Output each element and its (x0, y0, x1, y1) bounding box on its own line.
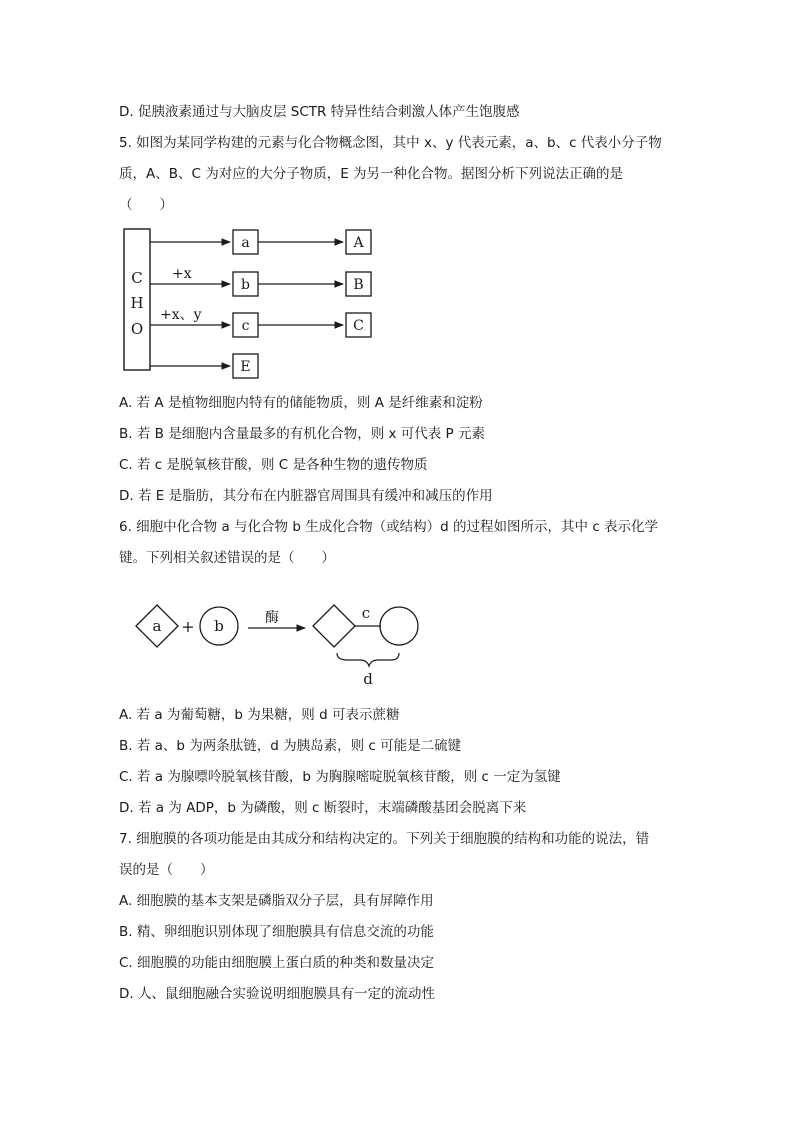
q6-option-a: A. 若 a 为葡萄糖，b 为果糖，则 d 可表示蔗糖 (119, 707, 400, 723)
q7-option-b: B. 精、卵细胞识别体现了细胞膜具有信息交流的功能 (119, 924, 434, 940)
q6-stem-line-1: 6. 细胞中化合物 a 与化合物 b 生成化合物（或结构）d 的过程如图所示，其中 c 表示化学 (119, 519, 659, 535)
box-big-a-label: A (353, 235, 364, 251)
element-c: C (131, 269, 143, 287)
q5-stem-line-3: （ ） (119, 197, 173, 213)
q6-enzyme-label: 酶 (265, 610, 279, 626)
q6-product-circle (380, 607, 418, 645)
q6-label-c: c (361, 604, 371, 622)
element-h: H (130, 294, 144, 312)
q6-label-d: d (363, 670, 373, 688)
box-c-label: c (241, 318, 250, 334)
label-plus-x: +x (172, 266, 192, 282)
q7-option-d: D. 人、鼠细胞融合实验说明细胞膜具有一定的流动性 (119, 986, 435, 1002)
q6-brace (337, 653, 399, 666)
q5-option-c: C. 若 c 是脱氧核苷酸，则 C 是各种生物的遗传物质 (119, 457, 428, 473)
q6-product-diamond (313, 605, 355, 647)
q6-option-b: B. 若 a、b 为两条肽链，d 为胰岛素，则 c 可能是二硫键 (119, 738, 462, 754)
box-big-c-label: C (353, 318, 364, 334)
q6-option-d: D. 若 a 为 ADP，b 为磷酸，则 c 断裂时，末端磷酸基团会脱离下来 (119, 800, 527, 816)
q6-stem-line-2: 键。下列相关叙述错误的是（ ） (119, 550, 335, 566)
element-o: O (130, 320, 144, 338)
label-plus-x-y: +x、y (160, 307, 202, 323)
q6-label-b: b (214, 617, 224, 635)
box-big-b-label: B (353, 277, 364, 293)
box-b-label: b (241, 277, 250, 293)
q7-option-c: C. 细胞膜的功能由细胞膜上蛋白质的种类和数量决定 (119, 955, 435, 971)
q7-stem-line-2: 误的是（ ） (119, 862, 214, 878)
q7-option-a: A. 细胞膜的基本支架是磷脂双分子层，具有屏障作用 (119, 893, 434, 909)
q7-stem-line-1: 7. 细胞膜的各项功能是由其成分和结构决定的。下列关于细胞膜的结构和功能的说法，错 (119, 831, 650, 847)
q4-option-d: D. 促胰液素通过与大脑皮层 SCTR 特异性结合刺激人体产生饱腹感 (119, 104, 520, 120)
box-e-label: E (240, 359, 251, 375)
q5-stem-line-1: 5. 如图为某同学构建的元素与化合物概念图，其中 x、y 代表元素，a、b、c 代表小分子物 (119, 135, 662, 151)
q6-option-c: C. 若 a 为腺嘌呤脱氧核苷酸，b 为胸腺嘧啶脱氧核苷酸，则 c 一定为氢键 (119, 769, 561, 785)
q5-stem-line-2: 质，A、B、C 为对应的大分子物质，E 为另一种化合物。据图分析下列说法正确的是 (119, 166, 624, 182)
q5-option-b: B. 若 B 是细胞内含量最多的有机化合物，则 x 可代表 P 元素 (119, 426, 485, 442)
q6-plus: + (181, 617, 195, 636)
q6-label-a: a (152, 617, 162, 635)
q5-option-a: A. 若 A 是植物细胞内特有的储能物质，则 A 是纤维素和淀粉 (119, 395, 483, 411)
box-a-label: a (241, 235, 250, 251)
q5-option-d: D. 若 E 是脂肪，其分布在内脏器官周围具有缓冲和减压的作用 (119, 488, 493, 504)
